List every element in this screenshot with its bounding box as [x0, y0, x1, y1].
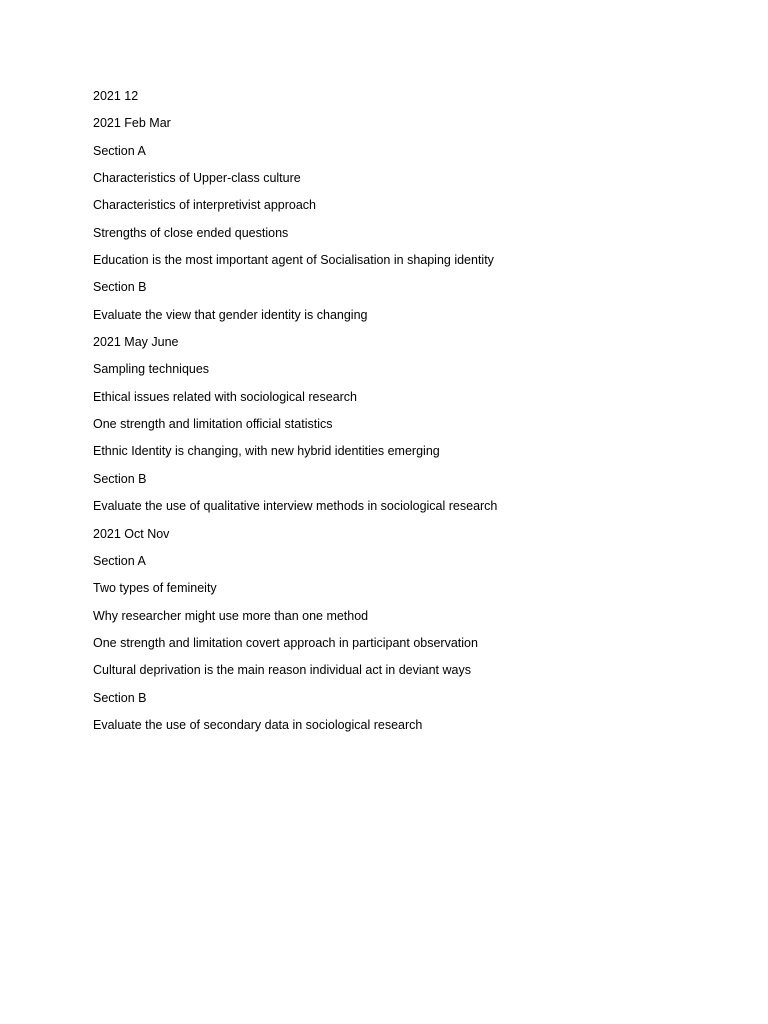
- question-line: Education is the most important agent of Socialisation in shaping identity: [93, 253, 494, 268]
- question-line: Evaluate the use of qualitative interview methods in sociological research: [93, 499, 498, 514]
- question-line: Why researcher might use more than one method: [93, 608, 369, 623]
- question-line: Evaluate the use of secondary data in sociological research: [93, 717, 423, 732]
- question-line: One strength and limitation official statistics: [93, 417, 333, 432]
- section-heading: Section B: [93, 280, 147, 295]
- question-line: Evaluate the view that gender identity is changing: [93, 307, 368, 322]
- question-line: Ethnic Identity is changing, with new hybrid identities emerging: [93, 444, 440, 459]
- question-line: Characteristics of Upper-class culture: [93, 171, 301, 186]
- heading-2021-oct-nov: 2021 Oct Nov: [93, 526, 170, 541]
- question-line: Strengths of close ended questions: [93, 225, 289, 240]
- heading-2021-12: 2021 12: [93, 89, 139, 103]
- section-heading: Section A: [93, 143, 146, 158]
- section-heading: Section A: [93, 553, 146, 568]
- question-line: Characteristics of interpretivist approach: [93, 198, 317, 213]
- question-line: Two types of femineity: [93, 581, 217, 596]
- section-heading: Section B: [93, 471, 147, 486]
- question-line: One strength and limitation covert approach in participant observation: [93, 635, 478, 650]
- section-heading: Section B: [93, 690, 147, 705]
- heading-2021-feb-mar: 2021 Feb Mar: [93, 116, 171, 131]
- heading-2021-may-june: 2021 May June: [93, 335, 179, 350]
- question-line: Sampling techniques: [93, 362, 210, 377]
- question-line: Cultural deprivation is the main reason individual act in deviant ways: [93, 663, 471, 678]
- question-line: Ethical issues related with sociological research: [93, 389, 358, 404]
- document-body: [93, 87, 713, 743]
